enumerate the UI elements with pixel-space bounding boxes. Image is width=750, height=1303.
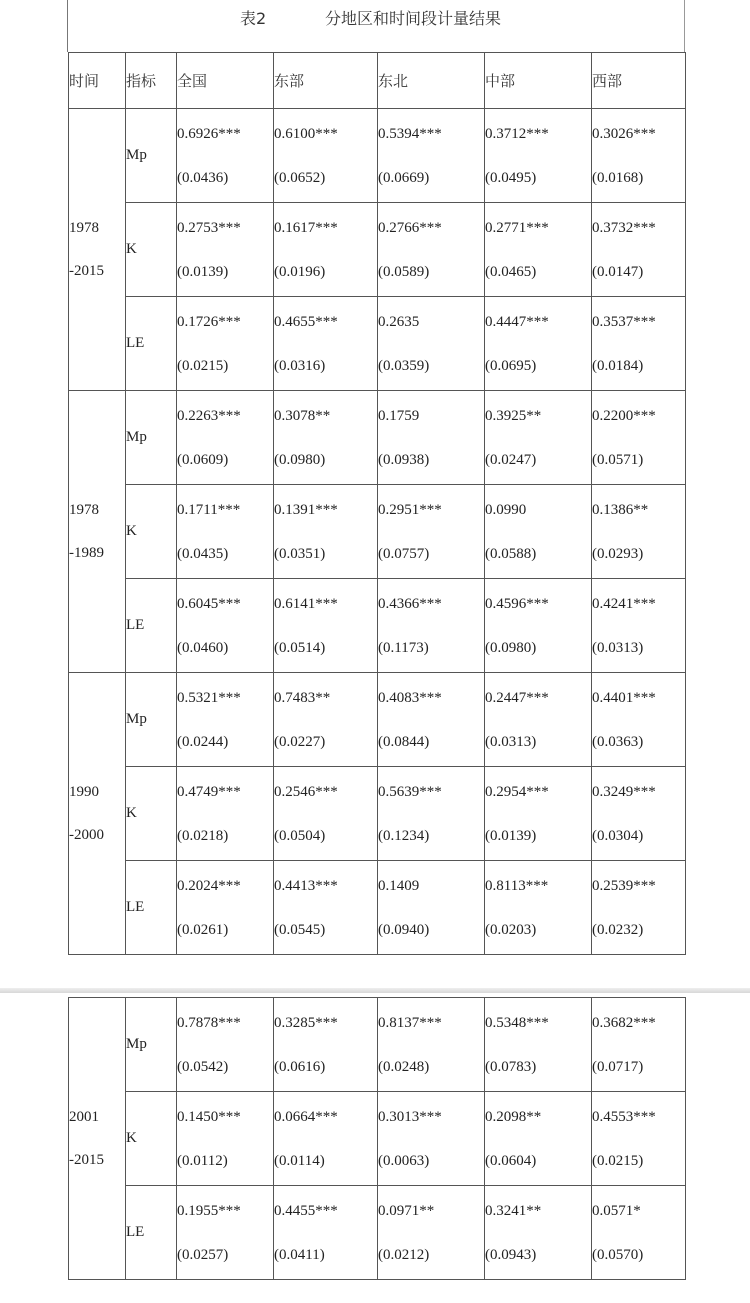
coefficient: 0.1955*** (177, 1202, 241, 1219)
coefficient: 0.1726*** (177, 313, 241, 330)
value-cell (592, 579, 686, 673)
standard-error: (0.0616) (274, 1058, 326, 1075)
table-row (69, 998, 686, 1092)
value-cell (485, 203, 592, 297)
period-cell (69, 673, 126, 955)
value-cell (274, 109, 378, 203)
value-cell (274, 579, 378, 673)
standard-error: (0.0604) (485, 1152, 537, 1169)
value-cell (274, 1186, 378, 1280)
standard-error: (0.0435) (177, 545, 229, 562)
coefficient: 0.3026*** (592, 125, 656, 142)
value-cell (485, 673, 592, 767)
coefficient: 0.5321*** (177, 689, 241, 706)
value-cell (177, 109, 274, 203)
header-row (69, 53, 686, 109)
standard-error: (0.0943) (485, 1246, 537, 1263)
period-cell (69, 391, 126, 673)
value-cell (378, 998, 485, 1092)
coefficient: 0.8113*** (485, 877, 549, 894)
standard-error: (0.0304) (592, 827, 644, 844)
standard-error: (0.0114) (274, 1152, 325, 1169)
indicator-cell: K (126, 1092, 177, 1186)
standard-error: (0.0545) (274, 921, 326, 938)
standard-error: (0.0411) (274, 1246, 325, 1263)
standard-error: (0.0571) (592, 451, 644, 468)
value-cell (274, 861, 378, 955)
indicator-cell: LE (126, 861, 177, 955)
value-cell (378, 673, 485, 767)
right-border-line (684, 0, 685, 52)
value-cell (177, 1186, 274, 1280)
header-central: 中部 (485, 53, 592, 109)
period-label: -2015 (69, 1151, 104, 1168)
value-cell (592, 1186, 686, 1280)
standard-error: (0.0495) (485, 169, 537, 186)
standard-error: (0.0215) (177, 357, 229, 374)
coefficient: 0.4553*** (592, 1108, 656, 1125)
standard-error: (0.1234) (378, 827, 430, 844)
coefficient: 0.3241** (485, 1202, 542, 1219)
standard-error: (0.0669) (378, 169, 430, 186)
value-cell (274, 673, 378, 767)
standard-error: (0.0570) (592, 1246, 644, 1263)
coefficient: 0.2546*** (274, 783, 338, 800)
table-row (69, 767, 686, 861)
coefficient: 0.4596*** (485, 595, 549, 612)
period-label: -1989 (69, 544, 104, 561)
indicator-cell: Mp (126, 391, 177, 485)
coefficient: 0.3078** (274, 407, 331, 424)
coefficient: 0.2024*** (177, 877, 241, 894)
standard-error: (0.0980) (274, 451, 326, 468)
header-indicator: 指标 (126, 53, 177, 109)
standard-error: (0.0980) (485, 639, 537, 656)
coefficient: 0.2200*** (592, 407, 656, 424)
table-row (69, 579, 686, 673)
value-cell (378, 861, 485, 955)
coefficient: 0.0571* (592, 1202, 641, 1219)
coefficient: 0.7483** (274, 689, 331, 706)
standard-error: (0.0257) (177, 1246, 229, 1263)
indicator-cell: K (126, 485, 177, 579)
coefficient: 0.2954*** (485, 783, 549, 800)
coefficient: 0.1409 (378, 877, 420, 894)
standard-error: (0.0514) (274, 639, 326, 656)
header-west: 西部 (592, 53, 686, 109)
standard-error: (0.0261) (177, 921, 229, 938)
period-cell (69, 109, 126, 391)
coefficient: 0.4749*** (177, 783, 241, 800)
standard-error: (0.0248) (378, 1058, 430, 1075)
indicator-cell: K (126, 203, 177, 297)
value-cell (592, 998, 686, 1092)
coefficient: 0.5394*** (378, 125, 442, 142)
left-border-line (67, 0, 68, 52)
standard-error: (0.0313) (592, 639, 644, 656)
coefficient: 0.3732*** (592, 219, 656, 236)
standard-error: (0.0542) (177, 1058, 229, 1075)
coefficient: 0.6141*** (274, 595, 338, 612)
coefficient: 0.5639*** (378, 783, 442, 800)
standard-error: (0.0212) (378, 1246, 430, 1263)
table-row (69, 673, 686, 767)
standard-error: (0.0218) (177, 827, 229, 844)
coefficient: 0.6045*** (177, 595, 241, 612)
value-cell (177, 673, 274, 767)
standard-error: (0.0465) (485, 263, 537, 280)
table-row (69, 297, 686, 391)
standard-error: (0.0215) (592, 1152, 644, 1169)
indicator-cell: K (126, 767, 177, 861)
standard-error: (0.0203) (485, 921, 537, 938)
value-cell (177, 203, 274, 297)
standard-error: (0.0783) (485, 1058, 537, 1075)
coefficient: 0.1391*** (274, 501, 338, 518)
value-cell (177, 297, 274, 391)
table-body-continued (69, 998, 686, 1280)
standard-error: (0.0063) (378, 1152, 430, 1169)
value-cell (177, 391, 274, 485)
coefficient: 0.0971** (378, 1202, 435, 1219)
coefficient: 0.3712*** (485, 125, 549, 142)
results-table (68, 52, 686, 955)
value-cell (378, 203, 485, 297)
period-label: 1990 (69, 783, 99, 800)
period-label: 1978 (69, 501, 99, 518)
table-row (69, 1186, 686, 1280)
standard-error: (0.0196) (274, 263, 326, 280)
coefficient: 0.7878*** (177, 1014, 241, 1031)
coefficient: 0.6926*** (177, 125, 241, 142)
period-label: 1978 (69, 219, 99, 236)
indicator-cell: LE (126, 1186, 177, 1280)
coefficient: 0.2447*** (485, 689, 549, 706)
standard-error: (0.0112) (177, 1152, 228, 1169)
value-cell (177, 861, 274, 955)
standard-error: (0.0460) (177, 639, 229, 656)
standard-error: (0.0695) (485, 357, 537, 374)
indicator-cell: LE (126, 579, 177, 673)
indicator-cell: Mp (126, 109, 177, 203)
standard-error: (0.0227) (274, 733, 326, 750)
coefficient: 0.3013*** (378, 1108, 442, 1125)
table-title: 分地区和时间段计量结果 (325, 9, 502, 28)
standard-error: (0.0139) (177, 263, 229, 280)
value-cell (592, 673, 686, 767)
coefficient: 0.0990 (485, 501, 527, 518)
value-cell (274, 1092, 378, 1186)
value-cell (378, 109, 485, 203)
value-cell (592, 861, 686, 955)
coefficient: 0.3682*** (592, 1014, 656, 1031)
coefficient: 0.1711*** (177, 501, 241, 518)
value-cell (485, 391, 592, 485)
value-cell (592, 485, 686, 579)
standard-error: (0.0247) (485, 451, 537, 468)
standard-error: (0.0244) (177, 733, 229, 750)
coefficient: 0.4366*** (378, 595, 442, 612)
value-cell (177, 485, 274, 579)
value-cell (592, 203, 686, 297)
standard-error: (0.0359) (378, 357, 430, 374)
indicator-cell: Mp (126, 998, 177, 1092)
coefficient: 0.5348*** (485, 1014, 549, 1031)
coefficient: 0.1386** (592, 501, 649, 518)
value-cell (378, 485, 485, 579)
standard-error: (0.0652) (274, 169, 326, 186)
coefficient: 0.2753*** (177, 219, 241, 236)
coefficient: 0.6100*** (274, 125, 338, 142)
coefficient: 0.2098** (485, 1108, 542, 1125)
standard-error: (0.0184) (592, 357, 644, 374)
standard-error: (0.0147) (592, 263, 644, 280)
value-cell (592, 767, 686, 861)
table-caption (0, 6, 750, 30)
period-label: 2001 (69, 1108, 99, 1125)
coefficient: 0.4447*** (485, 313, 549, 330)
value-cell (378, 1092, 485, 1186)
value-cell (274, 391, 378, 485)
value-cell (485, 998, 592, 1092)
coefficient: 0.2951*** (378, 501, 442, 518)
table-row (69, 861, 686, 955)
coefficient: 0.3285*** (274, 1014, 338, 1031)
value-cell (378, 391, 485, 485)
coefficient: 0.1759 (378, 407, 420, 424)
standard-error: (0.0588) (485, 545, 537, 562)
value-cell (177, 1092, 274, 1186)
coefficient: 0.4241*** (592, 595, 656, 612)
standard-error: (0.0363) (592, 733, 644, 750)
value-cell (485, 485, 592, 579)
value-cell (592, 109, 686, 203)
value-cell (274, 297, 378, 391)
period-label: -2000 (69, 826, 104, 843)
results-table-continued (68, 997, 686, 1280)
value-cell (592, 391, 686, 485)
period-label: -2015 (69, 262, 104, 279)
table-number: 表2 (240, 9, 267, 28)
coefficient: 0.2263*** (177, 407, 241, 424)
coefficient: 0.4455*** (274, 1202, 338, 1219)
standard-error: (0.0589) (378, 263, 430, 280)
coefficient: 0.8137*** (378, 1014, 442, 1031)
coefficient: 0.3537*** (592, 313, 656, 330)
coefficient: 0.4413*** (274, 877, 338, 894)
coefficient: 0.1450*** (177, 1108, 241, 1125)
coefficient: 0.3925** (485, 407, 542, 424)
standard-error: (0.0293) (592, 545, 644, 562)
value-cell (485, 1092, 592, 1186)
header-east: 东部 (274, 53, 378, 109)
standard-error: (0.1173) (378, 639, 429, 656)
standard-error: (0.0313) (485, 733, 537, 750)
coefficient: 0.2771*** (485, 219, 549, 236)
header-national: 全国 (177, 53, 274, 109)
value-cell (485, 861, 592, 955)
value-cell (274, 203, 378, 297)
value-cell (378, 1186, 485, 1280)
coefficient: 0.1617*** (274, 219, 338, 236)
standard-error: (0.0351) (274, 545, 326, 562)
standard-error: (0.0938) (378, 451, 430, 468)
value-cell (378, 579, 485, 673)
coefficient: 0.2766*** (378, 219, 442, 236)
value-cell (485, 297, 592, 391)
value-cell (378, 767, 485, 861)
table-row (69, 485, 686, 579)
standard-error: (0.0717) (592, 1058, 644, 1075)
header-period: 时间 (69, 53, 126, 109)
indicator-cell: LE (126, 297, 177, 391)
value-cell (592, 297, 686, 391)
value-cell (274, 485, 378, 579)
coefficient: 0.4401*** (592, 689, 656, 706)
value-cell (274, 767, 378, 861)
standard-error: (0.0168) (592, 169, 644, 186)
table-body (69, 109, 686, 955)
standard-error: (0.0139) (485, 827, 537, 844)
value-cell (177, 767, 274, 861)
table-row (69, 109, 686, 203)
value-cell (378, 297, 485, 391)
value-cell (485, 1186, 592, 1280)
value-cell (177, 998, 274, 1092)
standard-error: (0.0940) (378, 921, 430, 938)
table-row (69, 1092, 686, 1186)
table-row (69, 391, 686, 485)
value-cell (485, 109, 592, 203)
coefficient: 0.4083*** (378, 689, 442, 706)
value-cell (592, 1092, 686, 1186)
standard-error: (0.0436) (177, 169, 229, 186)
coefficient: 0.0664*** (274, 1108, 338, 1125)
period-cell (69, 998, 126, 1280)
coefficient: 0.3249*** (592, 783, 656, 800)
standard-error: (0.0757) (378, 545, 430, 562)
table-row (69, 203, 686, 297)
standard-error: (0.0609) (177, 451, 229, 468)
standard-error: (0.0504) (274, 827, 326, 844)
value-cell (274, 998, 378, 1092)
value-cell (485, 767, 592, 861)
coefficient: 0.2635 (378, 313, 420, 330)
value-cell (177, 579, 274, 673)
header-northeast: 东北 (378, 53, 485, 109)
value-cell (485, 579, 592, 673)
indicator-cell: Mp (126, 673, 177, 767)
coefficient: 0.2539*** (592, 877, 656, 894)
standard-error: (0.0232) (592, 921, 644, 938)
standard-error: (0.0316) (274, 357, 326, 374)
coefficient: 0.4655*** (274, 313, 338, 330)
standard-error: (0.0844) (378, 733, 430, 750)
page-break (0, 958, 750, 996)
